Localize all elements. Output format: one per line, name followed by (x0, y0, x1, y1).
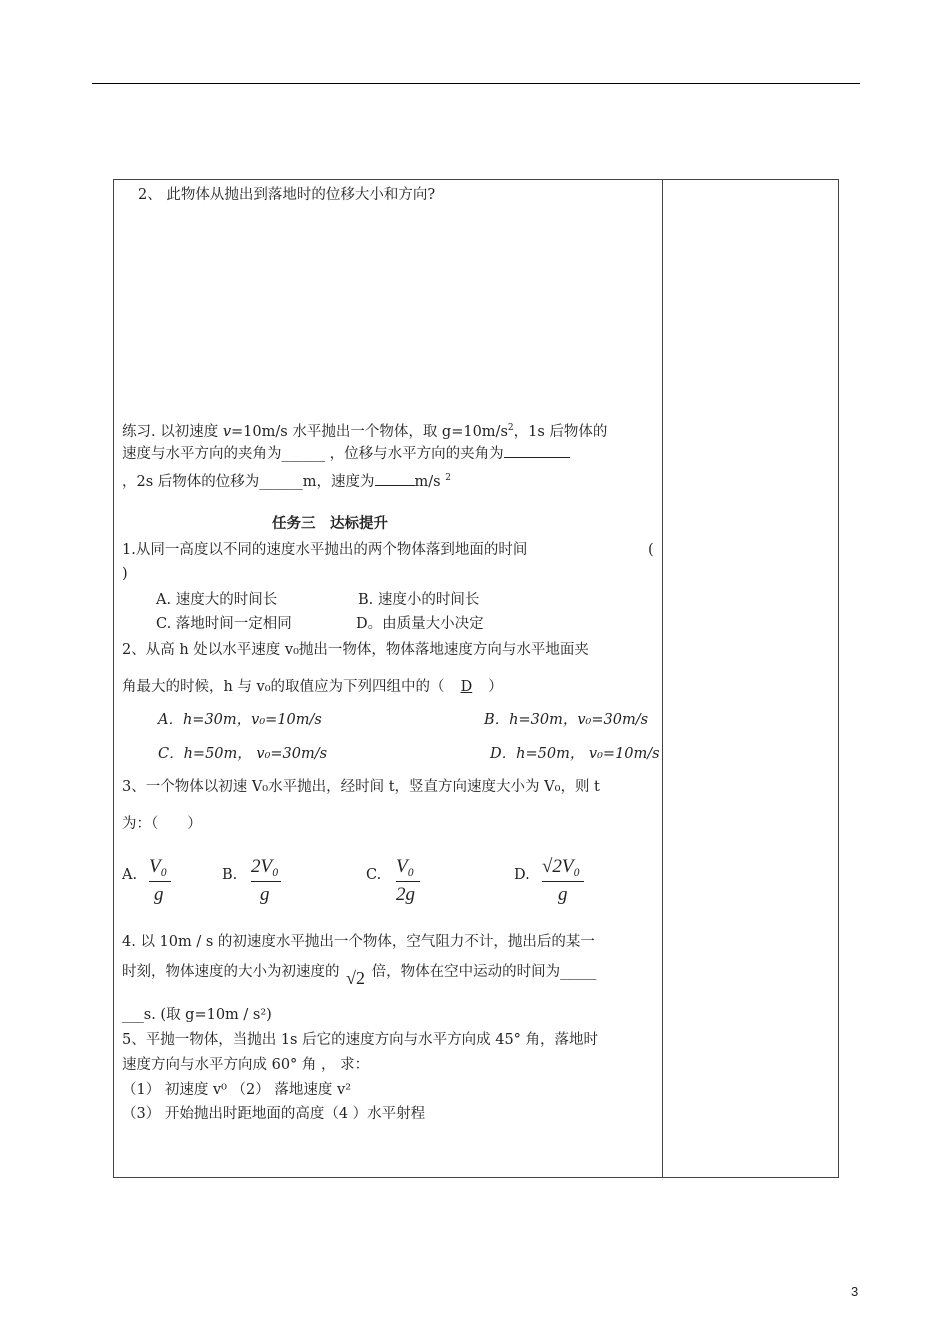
q4-line-3: ___s. (取 g=10m / s²) (122, 1007, 272, 1023)
q5-line-3: （1） 初速度 v⁰ （2） 落地速度 v² (122, 1082, 352, 1098)
q3-line-2: 为：（ ） (122, 816, 202, 832)
q5-line-4: （3） 开始抛出时距地面的高度（4 ）水平射程 (122, 1106, 426, 1122)
q1-paren-close: ) (122, 566, 128, 582)
q1-option-d: D。由质量大小决定 (356, 616, 484, 632)
q1-option-b: B. 速度小的时间长 (358, 592, 480, 608)
column-divider (662, 179, 663, 1178)
q3-option-c-label: C. (366, 867, 382, 883)
q3-option-a-label: A. (122, 867, 138, 883)
section-title: 任务三 达标提升 (272, 515, 388, 532)
page-number: 3 (851, 1284, 859, 1299)
q2-option-d: D．h=50m， v₀=10m/s (490, 746, 660, 762)
q4-line-1: 4. 以 10m / s 的初速度水平抛出一个物体，空气阻力不计，抛出后的某一 (122, 934, 595, 950)
q3-line-1: 3、一个物体以初速 V₀水平抛出，经时间 t，竖直方向速度大小为 V₀，则 t (122, 779, 600, 795)
header-rule (92, 83, 860, 84)
sqrt-two: √2 (346, 968, 365, 988)
question-2-intro: 2、 此物体从抛出到落地时的位移大小和方向? (138, 187, 436, 203)
q2-line-1: 2、从高 h 处以水平速度 v₀抛出一物体，物体落地速度方向与水平地面夹 (122, 642, 589, 658)
blank (504, 443, 570, 458)
blank (375, 471, 415, 486)
practice-line-1: 练习. 以初速度 v=10m/s 水平抛出一个物体，取 $g=10m/s^2$，1s 后物体的 (122, 423, 608, 440)
q5-line-2: 速度方向与水平方向成 60° 角 ， 求： (122, 1057, 370, 1073)
q2-answer: D (460, 679, 473, 695)
q2-line-2: 角最大的时候，h 与 v₀的取值应为下列四组中的（ D ） (122, 679, 503, 695)
practice-line-2: 速度与水平方向的夹角为______ ，位移与水平方向的夹角为 (122, 443, 570, 464)
q1-option-c: C. 落地时间一定相同 (156, 616, 292, 632)
q1-option-a: A. 速度大的时间长 (156, 592, 278, 608)
q2-option-b: B．h=30m，v₀=30m/s (484, 712, 649, 728)
q2-option-c: C．h=50m， v₀=30m/s (158, 746, 328, 762)
q1-stem: 1.从同一高度以不同的速度水平抛出的两个物体落到地面的时间 (122, 542, 528, 558)
q2-option-a: A．h=30m，v₀=10m/s (158, 712, 322, 728)
q1-paren-open: ( (648, 542, 654, 558)
q5-line-1: 5、平抛一物体，当抛出 1s 后它的速度方向与水平方向成 45° 角，落地时 (122, 1032, 599, 1048)
q3-option-d-label: D. (514, 867, 530, 883)
practice-line-3: ，2s 后物体的位移为______m，速度为 m/s $^2$ (122, 468, 451, 492)
q3-option-b-label: B. (222, 867, 238, 883)
q4-line-2: 时刻，物体速度的大小为初速度的 √2 倍，物体在空中运动的时间为_____ (122, 964, 597, 988)
